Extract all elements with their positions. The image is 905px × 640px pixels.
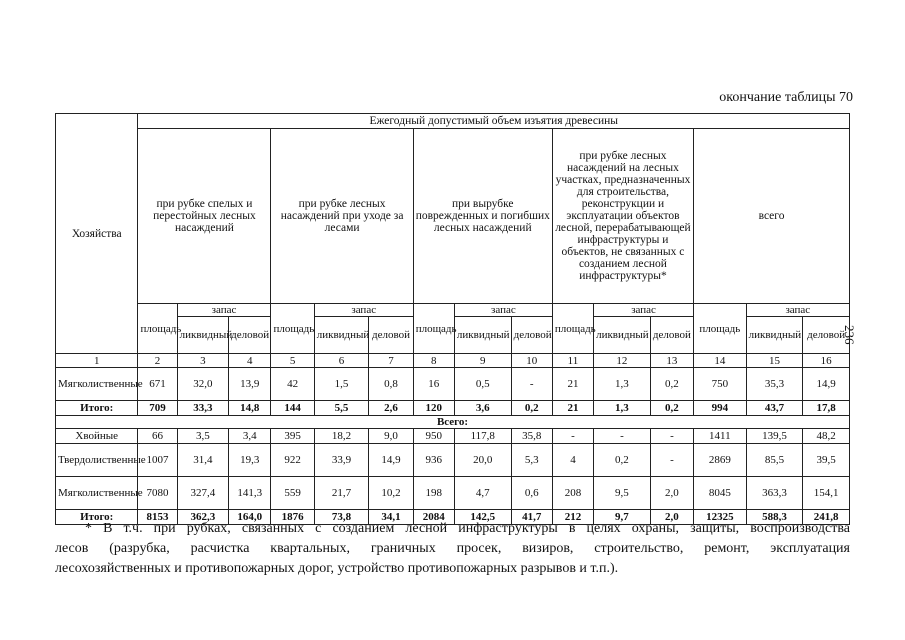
group-total-header: всего: [694, 129, 850, 304]
group-care-header: при рубке леcных насаждений при уходе за лесами: [271, 129, 413, 304]
table-cell: 33,9: [314, 444, 369, 477]
table-cell: 9,5: [594, 477, 651, 510]
column-number: 3: [177, 354, 229, 368]
timber-harvest-table: [55, 113, 850, 525]
table-row: [56, 444, 850, 477]
table-cell: 922: [271, 444, 314, 477]
table-cell: 14,8: [229, 401, 271, 416]
table-cell: 21: [552, 401, 593, 416]
area-header: площадь: [552, 304, 593, 354]
table-cell: 33,3: [177, 401, 229, 416]
table-caption: окончание таблицы 70: [719, 90, 853, 105]
footnote-line: лесов (разрубка, расчистка квартальных, граничных просек, визиров, строительство, ремонт, эксплуатация: [55, 541, 850, 556]
stock-header: запас: [177, 304, 271, 317]
column-number: 13: [650, 354, 693, 368]
table-cell: 362,3: [177, 510, 229, 525]
liquid-header: ликвидный: [746, 317, 803, 354]
table-cell: 34,1: [369, 510, 413, 525]
stock-header: запас: [454, 304, 552, 317]
table-cell: 41,7: [511, 510, 552, 525]
liquid-header: ликвидный: [314, 317, 369, 354]
table-cell: 8045: [694, 477, 747, 510]
footnote-line: * В т.ч. при рубках, связанных с созданием лесной инфраструктуры в целях охраны, защиты, воспроизводства: [85, 521, 850, 536]
table-cell: 13,9: [229, 368, 271, 401]
stock-header: запас: [314, 304, 413, 317]
column-number: 8: [413, 354, 454, 368]
group-mature-header: при рубке спелых и перестойных лесных насаждений: [138, 129, 271, 304]
column-number: 12: [594, 354, 651, 368]
table-cell: 139,5: [746, 429, 803, 444]
row-label: Мягколиственные: [56, 368, 138, 401]
table-cell: 20,0: [454, 444, 511, 477]
column-number: 6: [314, 354, 369, 368]
table-cell: -: [511, 368, 552, 401]
farms-header: Хозяйства: [56, 114, 138, 354]
table-row: [56, 368, 850, 401]
table-row: [56, 429, 850, 444]
table-cell: 14,9: [369, 444, 413, 477]
stock-header: запас: [594, 304, 694, 317]
group-infrastructure-header: при рубке лесных насаждений на лесных участках, предназначенных для строительства, реконструкции и эксплуатации объектов лесной, перерабатывающей инфраструктуры и объектов, не связанных с созданием лесной инфраструктуры*: [552, 129, 693, 304]
table-cell: 208: [552, 477, 593, 510]
column-number: 9: [454, 354, 511, 368]
table-cell: 18,2: [314, 429, 369, 444]
liquid-header: ликвидный: [594, 317, 651, 354]
table-cell: 120: [413, 401, 454, 416]
table-cell: 35,8: [511, 429, 552, 444]
table-cell: 5,3: [511, 444, 552, 477]
area-header: площадь: [694, 304, 747, 354]
table-cell: 212: [552, 510, 593, 525]
table-cell: 1,5: [314, 368, 369, 401]
table-cell: 4,7: [454, 477, 511, 510]
row-label: Хвойные: [56, 429, 138, 444]
table-cell: 3,5: [177, 429, 229, 444]
table-cell: 1411: [694, 429, 747, 444]
table-cell: 142,5: [454, 510, 511, 525]
table-cell: 0,2: [511, 401, 552, 416]
table-cell: 21,7: [314, 477, 369, 510]
table-cell: 35,3: [746, 368, 803, 401]
footnote: [55, 519, 850, 579]
column-number: 4: [229, 354, 271, 368]
table-cell: 32,0: [177, 368, 229, 401]
liquid-header: ликвидный: [177, 317, 229, 354]
total-row: [56, 401, 850, 416]
table-cell: 12325: [694, 510, 747, 525]
table-cell: 3,6: [454, 401, 511, 416]
table-cell: -: [552, 429, 593, 444]
business-header: деловой: [511, 317, 552, 354]
table-cell: 7080: [138, 477, 177, 510]
table-cell: 117,8: [454, 429, 511, 444]
column-number: 14: [694, 354, 747, 368]
section-label: Всего:: [56, 416, 850, 429]
table-cell: 43,7: [746, 401, 803, 416]
table-cell: 85,5: [746, 444, 803, 477]
table-cell: 709: [138, 401, 177, 416]
row-label: Мягколиственные: [56, 477, 138, 510]
table-cell: 0,8: [369, 368, 413, 401]
table-cell: 9,7: [594, 510, 651, 525]
table-cell: 9,0: [369, 429, 413, 444]
business-header: деловой: [229, 317, 271, 354]
table-cell: 0,2: [594, 444, 651, 477]
table-cell: 21: [552, 368, 593, 401]
table-cell: 0,2: [650, 401, 693, 416]
column-number-row: [56, 354, 850, 368]
table-cell: 1876: [271, 510, 314, 525]
row-label: Твердолиственные: [56, 444, 138, 477]
table-cell: 2,6: [369, 401, 413, 416]
table-cell: 588,3: [746, 510, 803, 525]
table-cell: 4: [552, 444, 593, 477]
column-number: 2: [138, 354, 177, 368]
group-damaged-header: при вырубке поврежденных и погибших лесных насаждений: [413, 129, 552, 304]
table-cell: 750: [694, 368, 747, 401]
table-cell: 154,1: [803, 477, 850, 510]
table-cell: -: [650, 444, 693, 477]
column-number: 15: [746, 354, 803, 368]
table-cell: 14,9: [803, 368, 850, 401]
business-header: деловой: [369, 317, 413, 354]
table-cell: 31,4: [177, 444, 229, 477]
table-cell: 1,3: [594, 368, 651, 401]
table-cell: 2,0: [650, 477, 693, 510]
row-label: Итого:: [56, 401, 138, 416]
table-cell: 1,3: [594, 401, 651, 416]
table-cell: 73,8: [314, 510, 369, 525]
table-cell: 0,5: [454, 368, 511, 401]
column-number: 5: [271, 354, 314, 368]
group-header: Ежегодный допустимый объем изъятия древесины: [138, 114, 850, 129]
table-cell: 395: [271, 429, 314, 444]
page-number: 236: [842, 325, 857, 345]
table-cell: 559: [271, 477, 314, 510]
table-cell: 327,4: [177, 477, 229, 510]
table-cell: 0,2: [650, 368, 693, 401]
business-header: деловой: [803, 317, 850, 354]
business-header: деловой: [650, 317, 693, 354]
table-cell: 2869: [694, 444, 747, 477]
stock-header: запас: [746, 304, 849, 317]
table-cell: 164,0: [229, 510, 271, 525]
table-cell: 48,2: [803, 429, 850, 444]
table-cell: -: [594, 429, 651, 444]
column-number: 7: [369, 354, 413, 368]
table-cell: 17,8: [803, 401, 850, 416]
table-cell: 363,3: [746, 477, 803, 510]
area-header: площадь: [138, 304, 177, 354]
liquid-header: ликвидный: [454, 317, 511, 354]
column-number: 10: [511, 354, 552, 368]
table-cell: 2084: [413, 510, 454, 525]
table-cell: 66: [138, 429, 177, 444]
table-cell: 141,3: [229, 477, 271, 510]
table-cell: 950: [413, 429, 454, 444]
column-number: 16: [803, 354, 850, 368]
column-number: 11: [552, 354, 593, 368]
footnote-line: лесохозяйственных и противопожарных дорог, устройство противопожарных разрывов и т.п.).: [55, 561, 619, 576]
table-cell: 5,5: [314, 401, 369, 416]
row-label: Итого:: [56, 510, 138, 525]
table-cell: 2,0: [650, 510, 693, 525]
table-cell: 8153: [138, 510, 177, 525]
column-number: 1: [56, 354, 138, 368]
table-row: [56, 477, 850, 510]
table-cell: 3,4: [229, 429, 271, 444]
area-header: площадь: [271, 304, 314, 354]
table-cell: 1007: [138, 444, 177, 477]
table-cell: 10,2: [369, 477, 413, 510]
table-cell: 0,6: [511, 477, 552, 510]
table-cell: 16: [413, 368, 454, 401]
table-cell: 241,8: [803, 510, 850, 525]
section-row: [56, 416, 850, 429]
table-cell: 42: [271, 368, 314, 401]
table-cell: 994: [694, 401, 747, 416]
table-cell: 19,3: [229, 444, 271, 477]
table-cell: -: [650, 429, 693, 444]
table-cell: 198: [413, 477, 454, 510]
area-header: площадь: [413, 304, 454, 354]
table-cell: 144: [271, 401, 314, 416]
table-cell: 671: [138, 368, 177, 401]
table-cell: 39,5: [803, 444, 850, 477]
table-cell: 936: [413, 444, 454, 477]
